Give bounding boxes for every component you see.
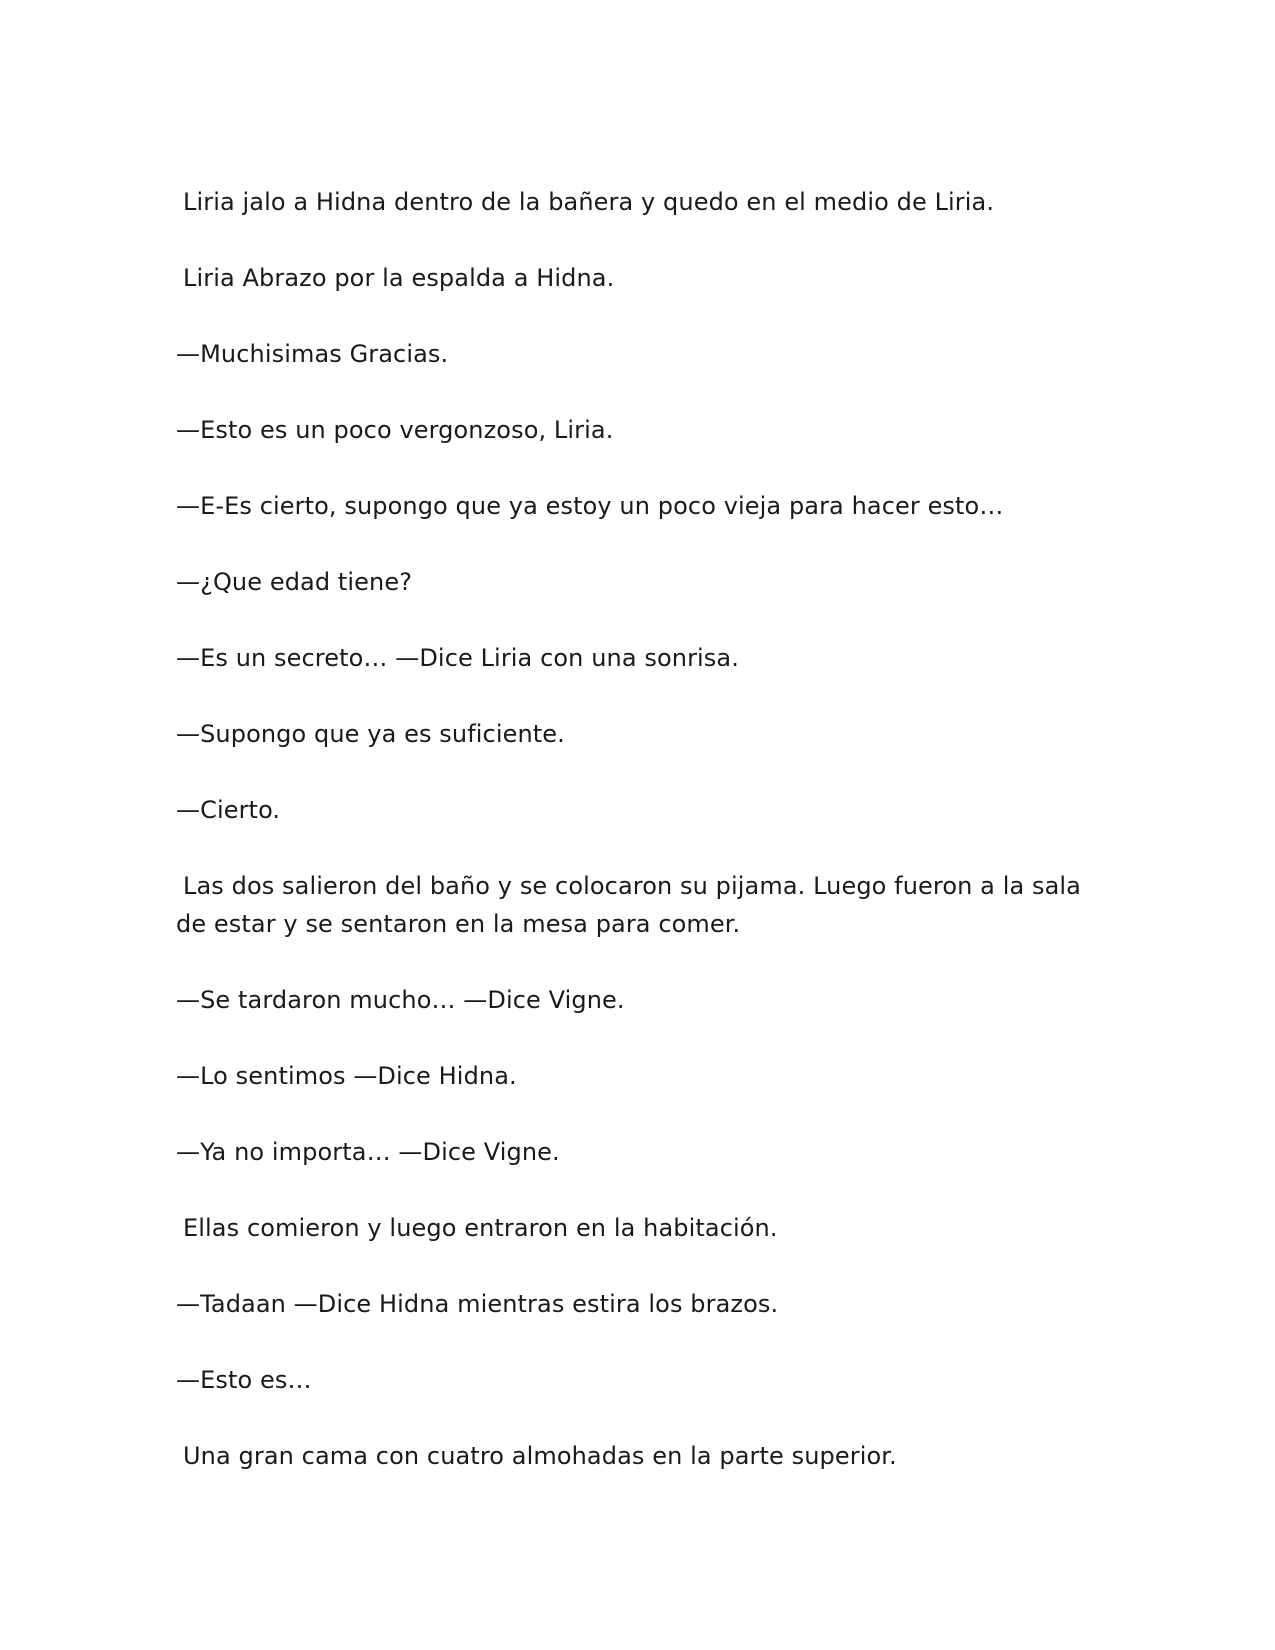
dialogue-line: —Se tardaron mucho… —Dice Vigne. — [176, 986, 625, 1014]
paragraph: Ellas comieron y luego entraron en la habitación. — [183, 1214, 778, 1242]
dialogue-line: —¿Que edad tiene? — [176, 568, 413, 596]
paragraph: Liria Abrazo por la espalda a Hidna. — [183, 264, 615, 292]
dialogue-line: —Ya no importa… —Dice Vigne. — [176, 1138, 560, 1166]
dialogue-line: —Esto es… — [176, 1366, 312, 1394]
text-body — [176, 183, 1096, 1513]
dialogue-line: —Lo sentimos —Dice Hidna. — [176, 1062, 517, 1090]
dialogue-line: —Supongo que ya es suficiente. — [176, 720, 565, 748]
dialogue-line: —Tadaan —Dice Hidna mientras estira los brazos. — [176, 1290, 779, 1318]
paragraph: Las dos salieron del baño y se colocaron su pijama. Luego fueron a la sala de estar y se sentaron en la mesa para comer. — [176, 872, 1089, 938]
dialogue-line: —E-Es cierto, supongo que ya estoy un poco vieja para hacer esto… — [176, 492, 1004, 520]
paragraph: Liria jalo a Hidna dentro de la bañera y quedo en el medio de Liria. — [183, 188, 995, 216]
dialogue-line: —Esto es un poco vergonzoso, Liria. — [176, 416, 614, 444]
paragraph: Una gran cama con cuatro almohadas en la parte superior. — [183, 1442, 897, 1470]
dialogue-line: —Es un secreto… —Dice Liria con una sonrisa. — [176, 644, 739, 672]
dialogue-line: —Cierto. — [176, 796, 281, 824]
dialogue-line: —Muchisimas Gracias. — [176, 340, 449, 368]
